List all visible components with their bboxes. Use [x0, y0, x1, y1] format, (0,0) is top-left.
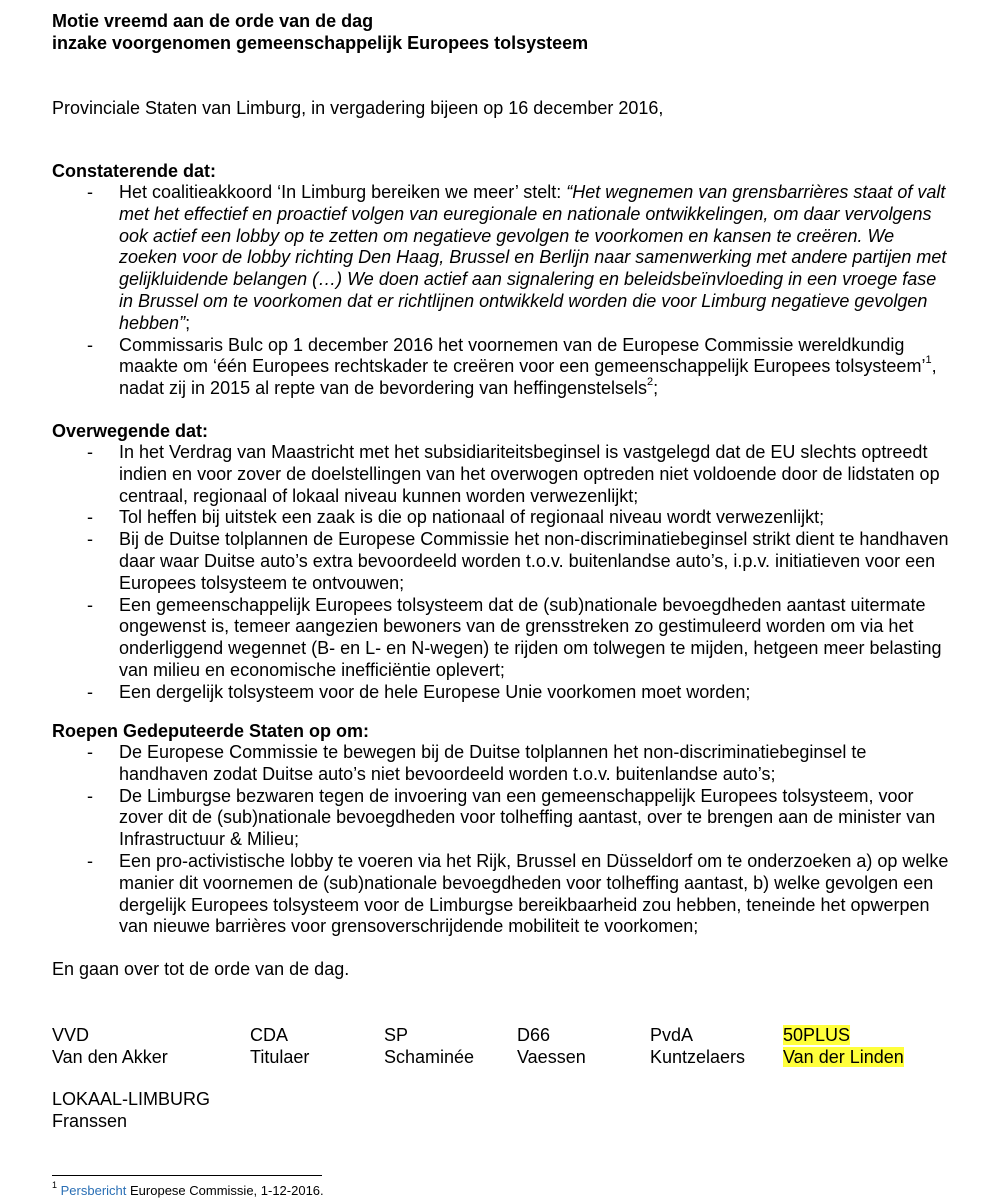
- footnote: [52, 1179, 324, 1199]
- item-suffix: ;: [185, 312, 191, 333]
- list-item: [52, 529, 952, 594]
- signatory-name: Kuntzelaers: [650, 1047, 746, 1067]
- list-item: [52, 682, 952, 704]
- item-text: Commissaris Bulc op 1 december 2016 het voornemen van de Europese Commissie wereldkundig maakte om ‘één Europees rechtskader te creëren voor een gemeenschappelijk Europees tolsysteem’: [119, 334, 926, 377]
- roepen-list: [52, 742, 952, 938]
- list-item: [52, 595, 952, 682]
- signatory-name: Franssen: [52, 1111, 128, 1131]
- party-name: D66: [517, 1025, 551, 1045]
- footnote-number: 1: [52, 1179, 58, 1190]
- signatory-50plus: [783, 1024, 904, 1068]
- party-name: LOKAAL-LIMBURG: [52, 1089, 211, 1109]
- motion-title: [52, 10, 588, 54]
- dash-bullet: -: [87, 850, 93, 871]
- section-heading: Roepen Gedeputeerde Staten op om:: [52, 721, 370, 741]
- item-text: De Europese Commissie te bewegen bij de Duitse tolplannen het non-discriminatiebeginsel te handhaven zodat Duitse auto’s niet bevoordeeld worden t.o.v. buitenlandse auto’s;: [119, 742, 867, 784]
- list-item: [52, 851, 952, 938]
- footnote-text: Europese Commissie, 1-12-2016.: [126, 1183, 324, 1198]
- item-text: ;: [653, 378, 659, 399]
- list-item: [52, 786, 952, 851]
- dash-bullet: -: [87, 681, 93, 702]
- signatory-d66: [517, 1024, 586, 1068]
- constaterende-list: [52, 182, 952, 400]
- party-name: CDA: [250, 1025, 289, 1045]
- signatory-name: Titulaer: [250, 1047, 310, 1067]
- list-item: [52, 182, 952, 335]
- closing-line: En gaan over tot de orde van de dag.: [52, 959, 350, 979]
- section-heading: Overwegende dat:: [52, 421, 209, 441]
- party-name: PvdA: [650, 1025, 694, 1045]
- item-text: Een dergelijk tolsysteem voor de hele Europese Unie voorkomen moet worden;: [119, 681, 751, 702]
- dash-bullet: -: [87, 507, 93, 528]
- dash-bullet: -: [87, 442, 93, 462]
- section-constaterende: [52, 160, 952, 400]
- item-text: In het Verdrag van Maastricht met het subsidiariteitsbeginsel is vastgelegd dat de EU slechts optreedt indien en voor zover de doelstellingen van het overwogen optreden niet voldoende door de lidstaten op centraal, regionaal of lokaal niveau kunnen worden verwezenlijkt;: [119, 442, 940, 506]
- list-item: [52, 742, 952, 786]
- list-item: [52, 335, 952, 400]
- signatory-vvd: [52, 1024, 168, 1068]
- signatory-name: Schaminée: [384, 1047, 475, 1067]
- signatory-name: Vaessen: [517, 1047, 586, 1067]
- item-text: Een pro-activistische lobby te voeren via het Rijk, Brussel en Düsseldorf om te onderzoeken a) op welke manier dit voornemen de (sub)nationale bevoegdheden voor tolheffing aantast, b) welke gevolgen een dergelijk Europees tolsysteem voor de Limburgse bereikbaarheid zou hebben, teneinde het opwerpen van nieuwe barrières voor grensoverschrijdende mobiliteit te voorkomen;: [119, 850, 949, 937]
- dash-bullet: -: [87, 334, 93, 355]
- dash-bullet: -: [87, 182, 93, 202]
- dash-bullet: -: [87, 785, 93, 806]
- footnote-ref: 1: [925, 354, 932, 367]
- signatory-name-highlighted: Van der Linden: [783, 1047, 904, 1067]
- section-overwegende: [52, 420, 952, 704]
- signatory-pvda: [650, 1024, 745, 1068]
- title-line-2: inzake voorgenomen gemeenschappelijk Europees tolsysteem: [52, 33, 589, 53]
- title-line-1: Motie vreemd aan de orde van de dag: [52, 11, 374, 31]
- footnote-ref: 2: [647, 376, 654, 389]
- party-name-highlighted: 50PLUS: [783, 1025, 851, 1045]
- signatory-name: Van den Akker: [52, 1047, 168, 1067]
- item-text: Bij de Duitse tolplannen de Europese Commissie het non-discriminatiebeginsel strikt dient te handhaven daar waar Duitse auto’s extra bevoordeeld worden t.o.v. buitenlandse auto’s, i.p.v. initiatieven voor een Europees tolsysteem te ontvouwen;: [119, 529, 949, 593]
- signatory-cda: [250, 1024, 309, 1068]
- section-heading: Constaterende dat:: [52, 161, 217, 181]
- persbericht-link[interactable]: Persbericht: [60, 1183, 127, 1198]
- party-name: VVD: [52, 1025, 90, 1045]
- item-text: Een gemeenschappelijk Europees tolsysteem dat de (sub)nationale bevoegdheden aantast uitermate ongewenst is, temeer aangezien bewoners van de grensstreken zo gestimuleerd worden om via het onderliggend wegennet (B- en L- en N-wegen) te rijden om tolwegen te mijden, hetgeen meer belasting van milieu en economische inefficiëntie oplevert;: [119, 594, 942, 680]
- item-text: , nadat zij in 2015 al repte van de bevordering van heffingenstelsels: [119, 356, 937, 399]
- party-name: SP: [384, 1025, 409, 1045]
- signatory-sp: [384, 1024, 474, 1068]
- item-text: Tol heffen bij uitstek een zaak is die op nationaal of regionaal niveau wordt verwezenlijkt;: [119, 507, 825, 528]
- item-text: Het coalitieakkoord ‘In Limburg bereiken we meer’ stelt:: [119, 182, 567, 202]
- footnote-separator: [52, 1175, 322, 1176]
- section-roepen: [52, 720, 952, 938]
- coalition-quote: “Het wegnemen van grensbarrières staat of valt met het effectief en proactief volgen van euregionale en nationale ontwikkelingen, om daar vervolgens ook actief een lobby op te zetten om negatieve gevolgen te voorkomen en kansen te creëren. We zoeken voor de lobby richting Den Haag, Brussel en Berlijn naar samenwerking met andere partijen met gelijkluidende belangen (…) We doen actief aan signalering en beleidsbeïnvloeding in een vroege fase in Brussel om te voorkomen dat er richtlijnen ontwikkeld worden die voor Limburg negatieve gevolgen hebben”: [119, 182, 947, 333]
- dash-bullet: -: [87, 529, 93, 550]
- list-item: [52, 442, 952, 507]
- item-text: De Limburgse bezwaren tegen de invoering van een gemeenschappelijk Europees tolsysteem, voor zover dit de (sub)nationale bevoegdheden voor tolheffing aantast, over te brengen aan de minister van Infrastructuur & Milieu;: [119, 785, 936, 850]
- dash-bullet: -: [87, 594, 93, 615]
- dash-bullet: -: [87, 742, 93, 762]
- signatory-lokaal-limburg: [52, 1088, 210, 1132]
- intro-paragraph: Provinciale Staten van Limburg, in vergadering bijeen op 16 december 2016,: [52, 98, 664, 118]
- overwegende-list: [52, 442, 952, 704]
- list-item: [52, 507, 952, 529]
